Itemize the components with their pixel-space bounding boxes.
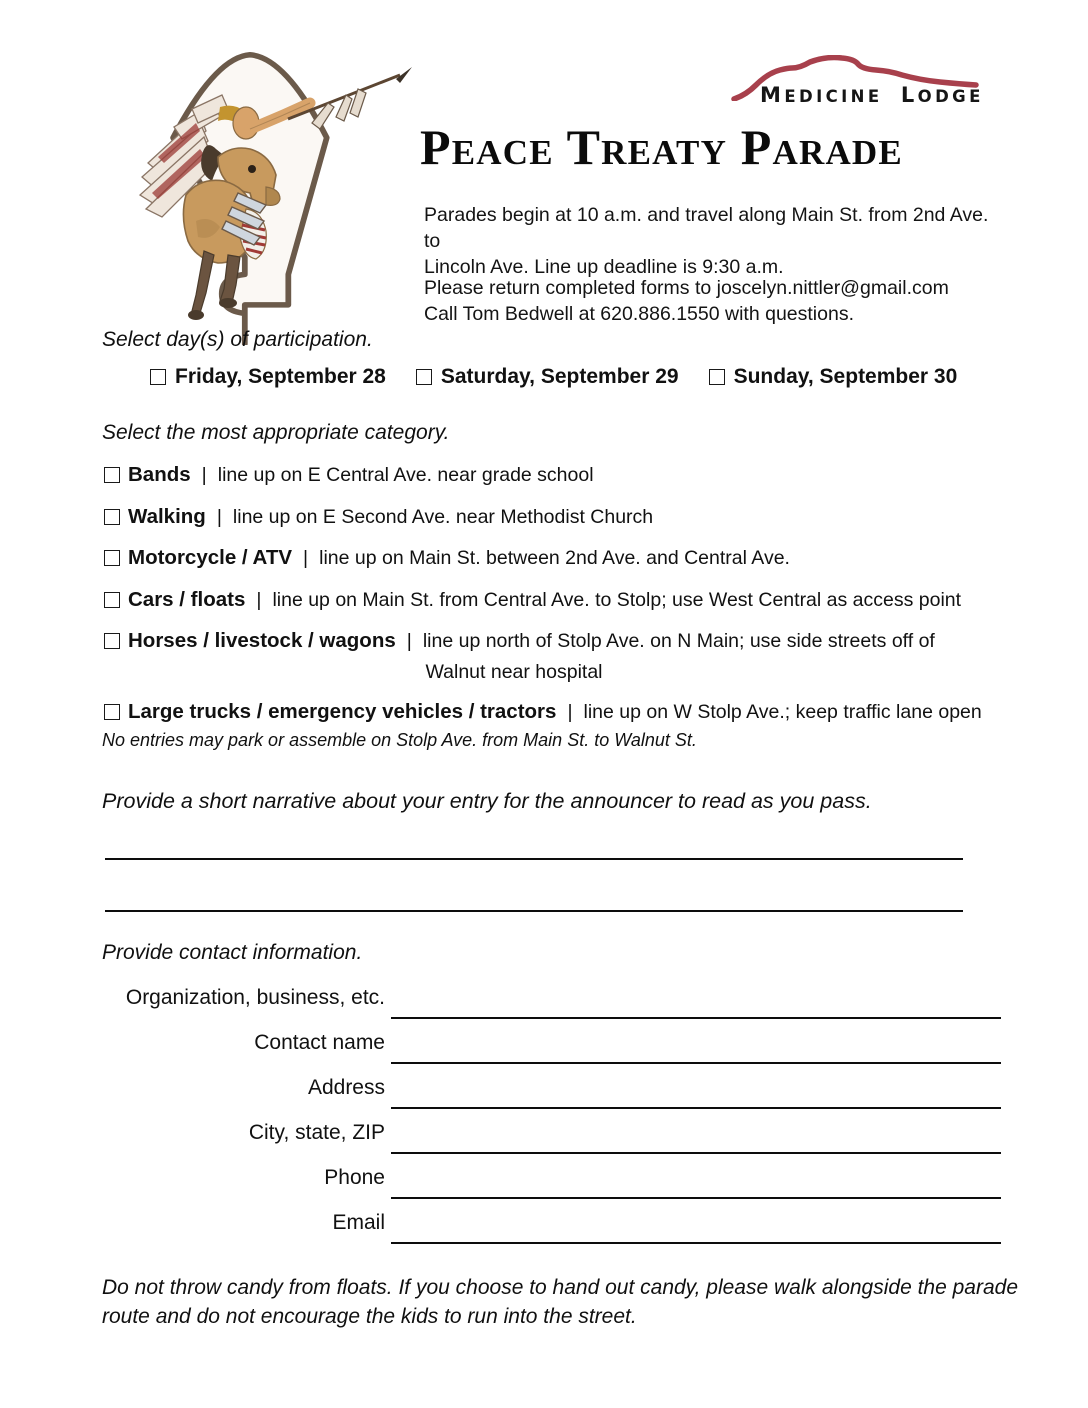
checkbox-icon[interactable] — [104, 592, 120, 608]
checkbox-icon[interactable] — [709, 369, 725, 385]
organization-field[interactable] — [391, 1017, 1001, 1019]
contact-name-field[interactable] — [391, 1062, 1001, 1064]
category-separator: | — [256, 588, 262, 611]
category-description: line up on W Stolp Ave.; keep traffic lane open — [583, 700, 982, 723]
field-label: Organization, business, etc. — [125, 986, 385, 1009]
category-name: Bands — [128, 463, 191, 486]
category-name: Cars / floats — [128, 587, 246, 611]
contact-row-phone — [104, 1166, 1004, 1211]
category-option-motorcycle-atv[interactable] — [104, 546, 1014, 570]
day-option-sunday[interactable] — [709, 365, 958, 389]
narrative-write-line-2[interactable] — [105, 910, 963, 912]
category-description: line up on Main St. from Central Ave. to Stolp; use West Central as access point — [272, 588, 962, 611]
return-forms-line: Please return completed forms to joscelyn.nittler@gmail.com — [424, 277, 949, 299]
days-checkbox-row — [150, 365, 957, 389]
category-description: line up north of Stolp Ave. on N Main; use side streets off of — [422, 630, 935, 652]
category-description: line up on E Central Ave. near grade school — [217, 464, 594, 486]
contact-fields — [104, 986, 1004, 1256]
category-description: line up on E Second Ave. near Methodist Church — [232, 505, 654, 528]
intro-line-2: Lincoln Ave. Line up deadline is 9:30 a.m. — [424, 256, 784, 278]
checkbox-icon[interactable] — [104, 550, 120, 566]
contact-row-address — [104, 1076, 1004, 1121]
category-name: Horses / livestock / wagons — [128, 629, 396, 652]
field-label: Address — [307, 1076, 385, 1099]
contact-row-organization — [104, 986, 1004, 1031]
category-separator: | — [303, 547, 309, 569]
category-name: Large trucks / emergency vehicles / tractors — [128, 699, 557, 723]
category-description: line up on Main St. between 2nd Ave. and Central Ave. — [319, 547, 790, 569]
contact-prompt: Provide contact information. — [102, 941, 363, 964]
phone-field[interactable] — [391, 1197, 1001, 1199]
call-questions-line: Call Tom Bedwell at 620.886.1550 with questions. — [424, 303, 854, 325]
field-label: Email — [332, 1211, 385, 1234]
day-option-friday[interactable] — [150, 365, 386, 389]
return-instructions — [424, 275, 1004, 327]
checkbox-icon[interactable] — [104, 704, 120, 720]
page-title: Peace Treaty Parade — [420, 119, 903, 175]
category-separator: | — [201, 464, 207, 486]
checkbox-icon[interactable] — [416, 369, 432, 385]
intro-line-1: Parades begin at 10 a.m. and travel along Main St. from 2nd Ave. to — [424, 204, 989, 252]
email-field[interactable] — [391, 1242, 1001, 1244]
category-description-continued: Walnut near hospital — [425, 660, 603, 683]
no-parking-note: No entries may park or assemble on Stolp Ave. from Main St. to Walnut St. — [102, 730, 697, 750]
category-option-large-trucks[interactable] — [104, 700, 1014, 724]
checkbox-icon[interactable] — [104, 633, 120, 649]
days-prompt: Select day(s) of participation. — [102, 328, 373, 351]
day-option-label: Friday, September 28 — [175, 365, 386, 388]
medicine-lodge-wordmark-text: MEDICINE LODGE — [760, 83, 984, 107]
category-option-list — [104, 463, 1014, 741]
field-label: Phone — [324, 1166, 385, 1189]
field-label: City, state, ZIP — [248, 1121, 385, 1144]
category-name: Walking — [128, 504, 206, 528]
category-option-horses-livestock-wagons[interactable] — [104, 629, 1014, 653]
day-option-label: Saturday, September 29 — [440, 365, 679, 388]
arrowhead-warrior-logo — [100, 45, 420, 345]
category-separator: | — [406, 630, 412, 652]
category-name: Motorcycle / ATV — [128, 546, 293, 569]
narrative-write-line-1[interactable] — [105, 858, 963, 860]
field-label: Contact name — [254, 1031, 385, 1054]
day-option-label: Sunday, September 30 — [733, 365, 958, 388]
category-separator: | — [567, 700, 573, 723]
medicine-lodge-logo — [730, 55, 984, 117]
category-option-walking[interactable] — [104, 505, 1014, 529]
category-option-bands[interactable] — [104, 463, 1014, 487]
candy-safety-note: Do not throw candy from floats. If you choose to hand out candy, please walk alongside the parade route and do not encourage the kids to run into the street. — [102, 1276, 1019, 1328]
category-prompt: Select the most appropriate category. — [102, 421, 450, 444]
narrative-prompt: Provide a short narrative about your entry for the announcer to read as you pass. — [102, 789, 872, 813]
day-option-saturday[interactable] — [416, 365, 679, 389]
checkbox-icon[interactable] — [150, 369, 166, 385]
checkbox-icon[interactable] — [104, 509, 120, 525]
checkbox-icon[interactable] — [104, 467, 120, 483]
contact-row-city-state-zip — [104, 1121, 1004, 1166]
category-separator: | — [216, 505, 222, 528]
intro-paragraph — [424, 202, 990, 280]
contact-row-contact-name — [104, 1031, 1004, 1076]
contact-row-email — [104, 1211, 1004, 1256]
city-state-zip-field[interactable] — [391, 1152, 1001, 1154]
category-option-cars-floats[interactable] — [104, 588, 1014, 612]
address-field[interactable] — [391, 1107, 1001, 1109]
